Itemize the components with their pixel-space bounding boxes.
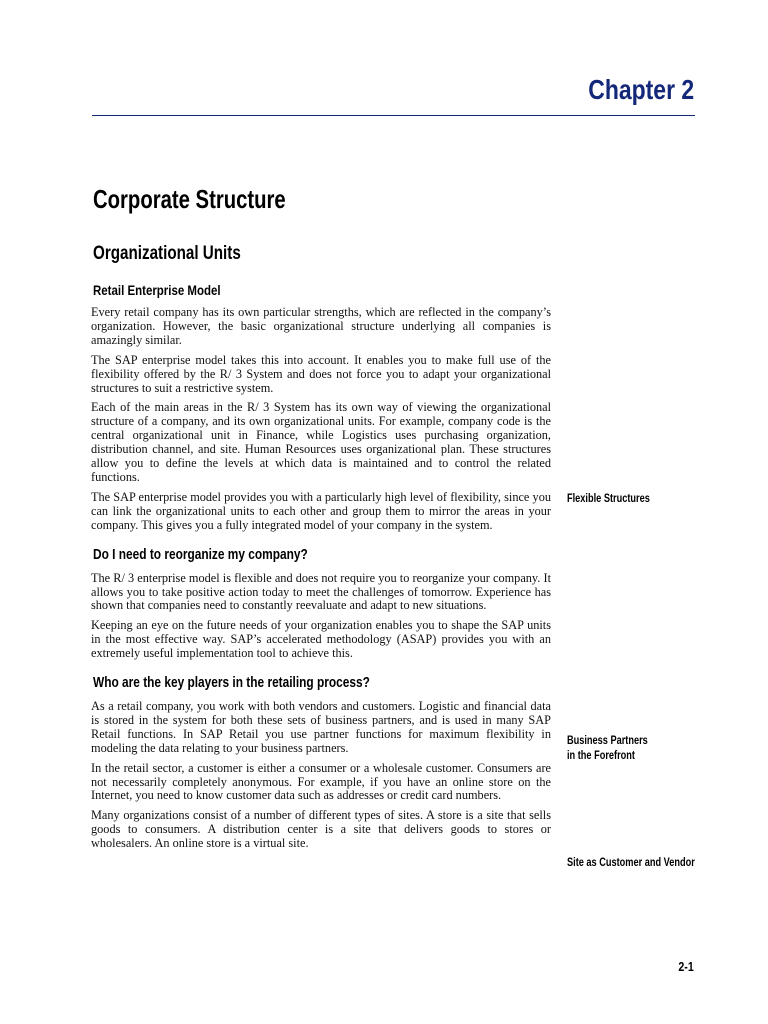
margin-note-flexible-structures: Flexible Structures xyxy=(567,493,650,505)
body-column xyxy=(91,306,551,857)
margin-note-site: Site as Customer and Vendor xyxy=(567,857,695,869)
subsection-heading: Retail Enterprise Model xyxy=(93,282,221,298)
margin-note-business-partners-line2: in the Forefront xyxy=(567,750,635,762)
margin-note-business-partners xyxy=(567,734,648,764)
reorganize-paragraph-2: Keeping an eye on the future needs of your organization enables you to shape the SAP units in the most effective way. SAP’s accelerated methodology (ASAP) provides you with an extremely useful implementation tool to achieve this. xyxy=(91,618,551,661)
header-rule xyxy=(92,115,695,116)
margin-note-business-partners-line1: Business Partners xyxy=(567,735,648,747)
question-heading-key-players: Who are the key players in the retailing process? xyxy=(93,675,370,692)
page-title: Corporate Structure xyxy=(93,184,286,214)
page-number: 2-1 xyxy=(678,959,694,974)
intro-paragraph-4: The SAP enterprise model provides you with a particularly high level of flexibility, since you can link the organizational units to each other and group them to mirror the areas in your company. This gives you a fully integrated model of your company in the system. xyxy=(91,489,551,532)
question-heading-reorganize: Do I need to reorganize my company? xyxy=(93,546,308,563)
intro-paragraph-2: The SAP enterprise model takes this into account. It enables you to make full use of the flexibility offered by the R/ 3 System and does not force you to adapt your organizational structures to suit a restrictive system. xyxy=(91,352,551,395)
intro-paragraph-3: Each of the main areas in the R/ 3 System has its own way of viewing the organizational structure of a company, and its own organizational units. For example, company code is the central organizational unit in Finance, while Logistics uses purchasing organization, distribution channel, and site. Human Resources uses organizational plan. These structures allow you to define the levels at which data is maintained and to control the related functions. xyxy=(91,400,551,484)
key-players-paragraph-2: In the retail sector, a customer is either a consumer or a wholesale customer. Consumers are not necessarily completely anonymous. For example, if you have an online store on the Internet, you need to know customer data such as addresses or credit card numbers. xyxy=(91,760,551,803)
key-players-paragraph-1: As a retail company, you work with both vendors and customers. Logistic and financial data is stored in the system for both these sets of business partners, and is used in many SAP Retail functions. In SAP Retail you use partner functions for maximum flexibility in modeling the data relating to your business partners. xyxy=(91,699,551,755)
chapter-label: Chapter 2 xyxy=(588,74,694,105)
reorganize-paragraph-1: The R/ 3 enterprise model is flexible and does not require you to reorganize your company. It allows you to take positive action today to meet the challenges of tomorrow. Experience has shown that companies need to constantly reevaluate and adapt to new situations. xyxy=(91,570,551,613)
key-players-paragraph-3: Many organizations consist of a number of different types of sites. A store is a site that sells goods to consumers. A distribution center is a site that delivers goods to stores or wholesalers. An online store is a virtual site. xyxy=(91,808,551,851)
section-heading: Organizational Units xyxy=(93,243,241,264)
intro-paragraph-1: Every retail company has its own particular strengths, which are reflected in the company’s organization. However, the basic organizational structure underlying all companies is amazingly similar. xyxy=(91,305,551,347)
